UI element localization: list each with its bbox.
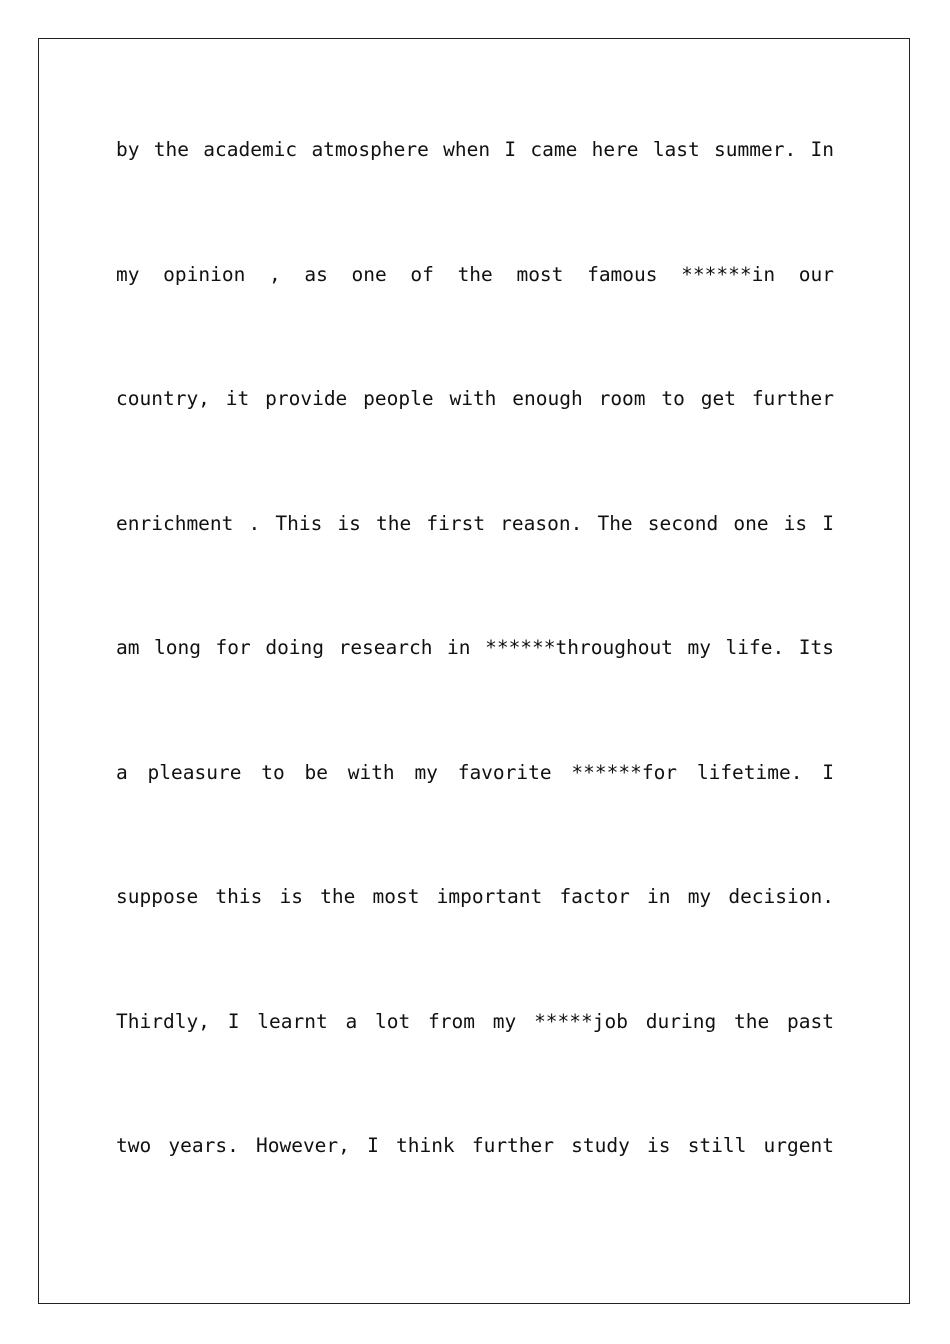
text-line-5: am long for doing research in ******throughout my life. Its [116, 636, 834, 659]
text-line-7: suppose this is the most important factor in my decision. [116, 885, 834, 908]
document-body [116, 126, 834, 1247]
text-line-4: enrichment . This is the first reason. The second one is I [116, 511, 834, 535]
text-line-6: a pleasure to be with my favorite ******for lifetime. I [116, 760, 834, 784]
text-line-3: country, it provide people with enough room to get further [116, 387, 834, 410]
text-line-2: my opinion , as one of the most famous ******in our [116, 262, 834, 286]
text-line-1: by the academic atmosphere when I came here last summer. In [116, 138, 834, 161]
text-line-9: two years. However, I think further study is still urgent [116, 1134, 834, 1157]
text-line-8: Thirdly, I learnt a lot from my *****job during the past [116, 1009, 834, 1033]
